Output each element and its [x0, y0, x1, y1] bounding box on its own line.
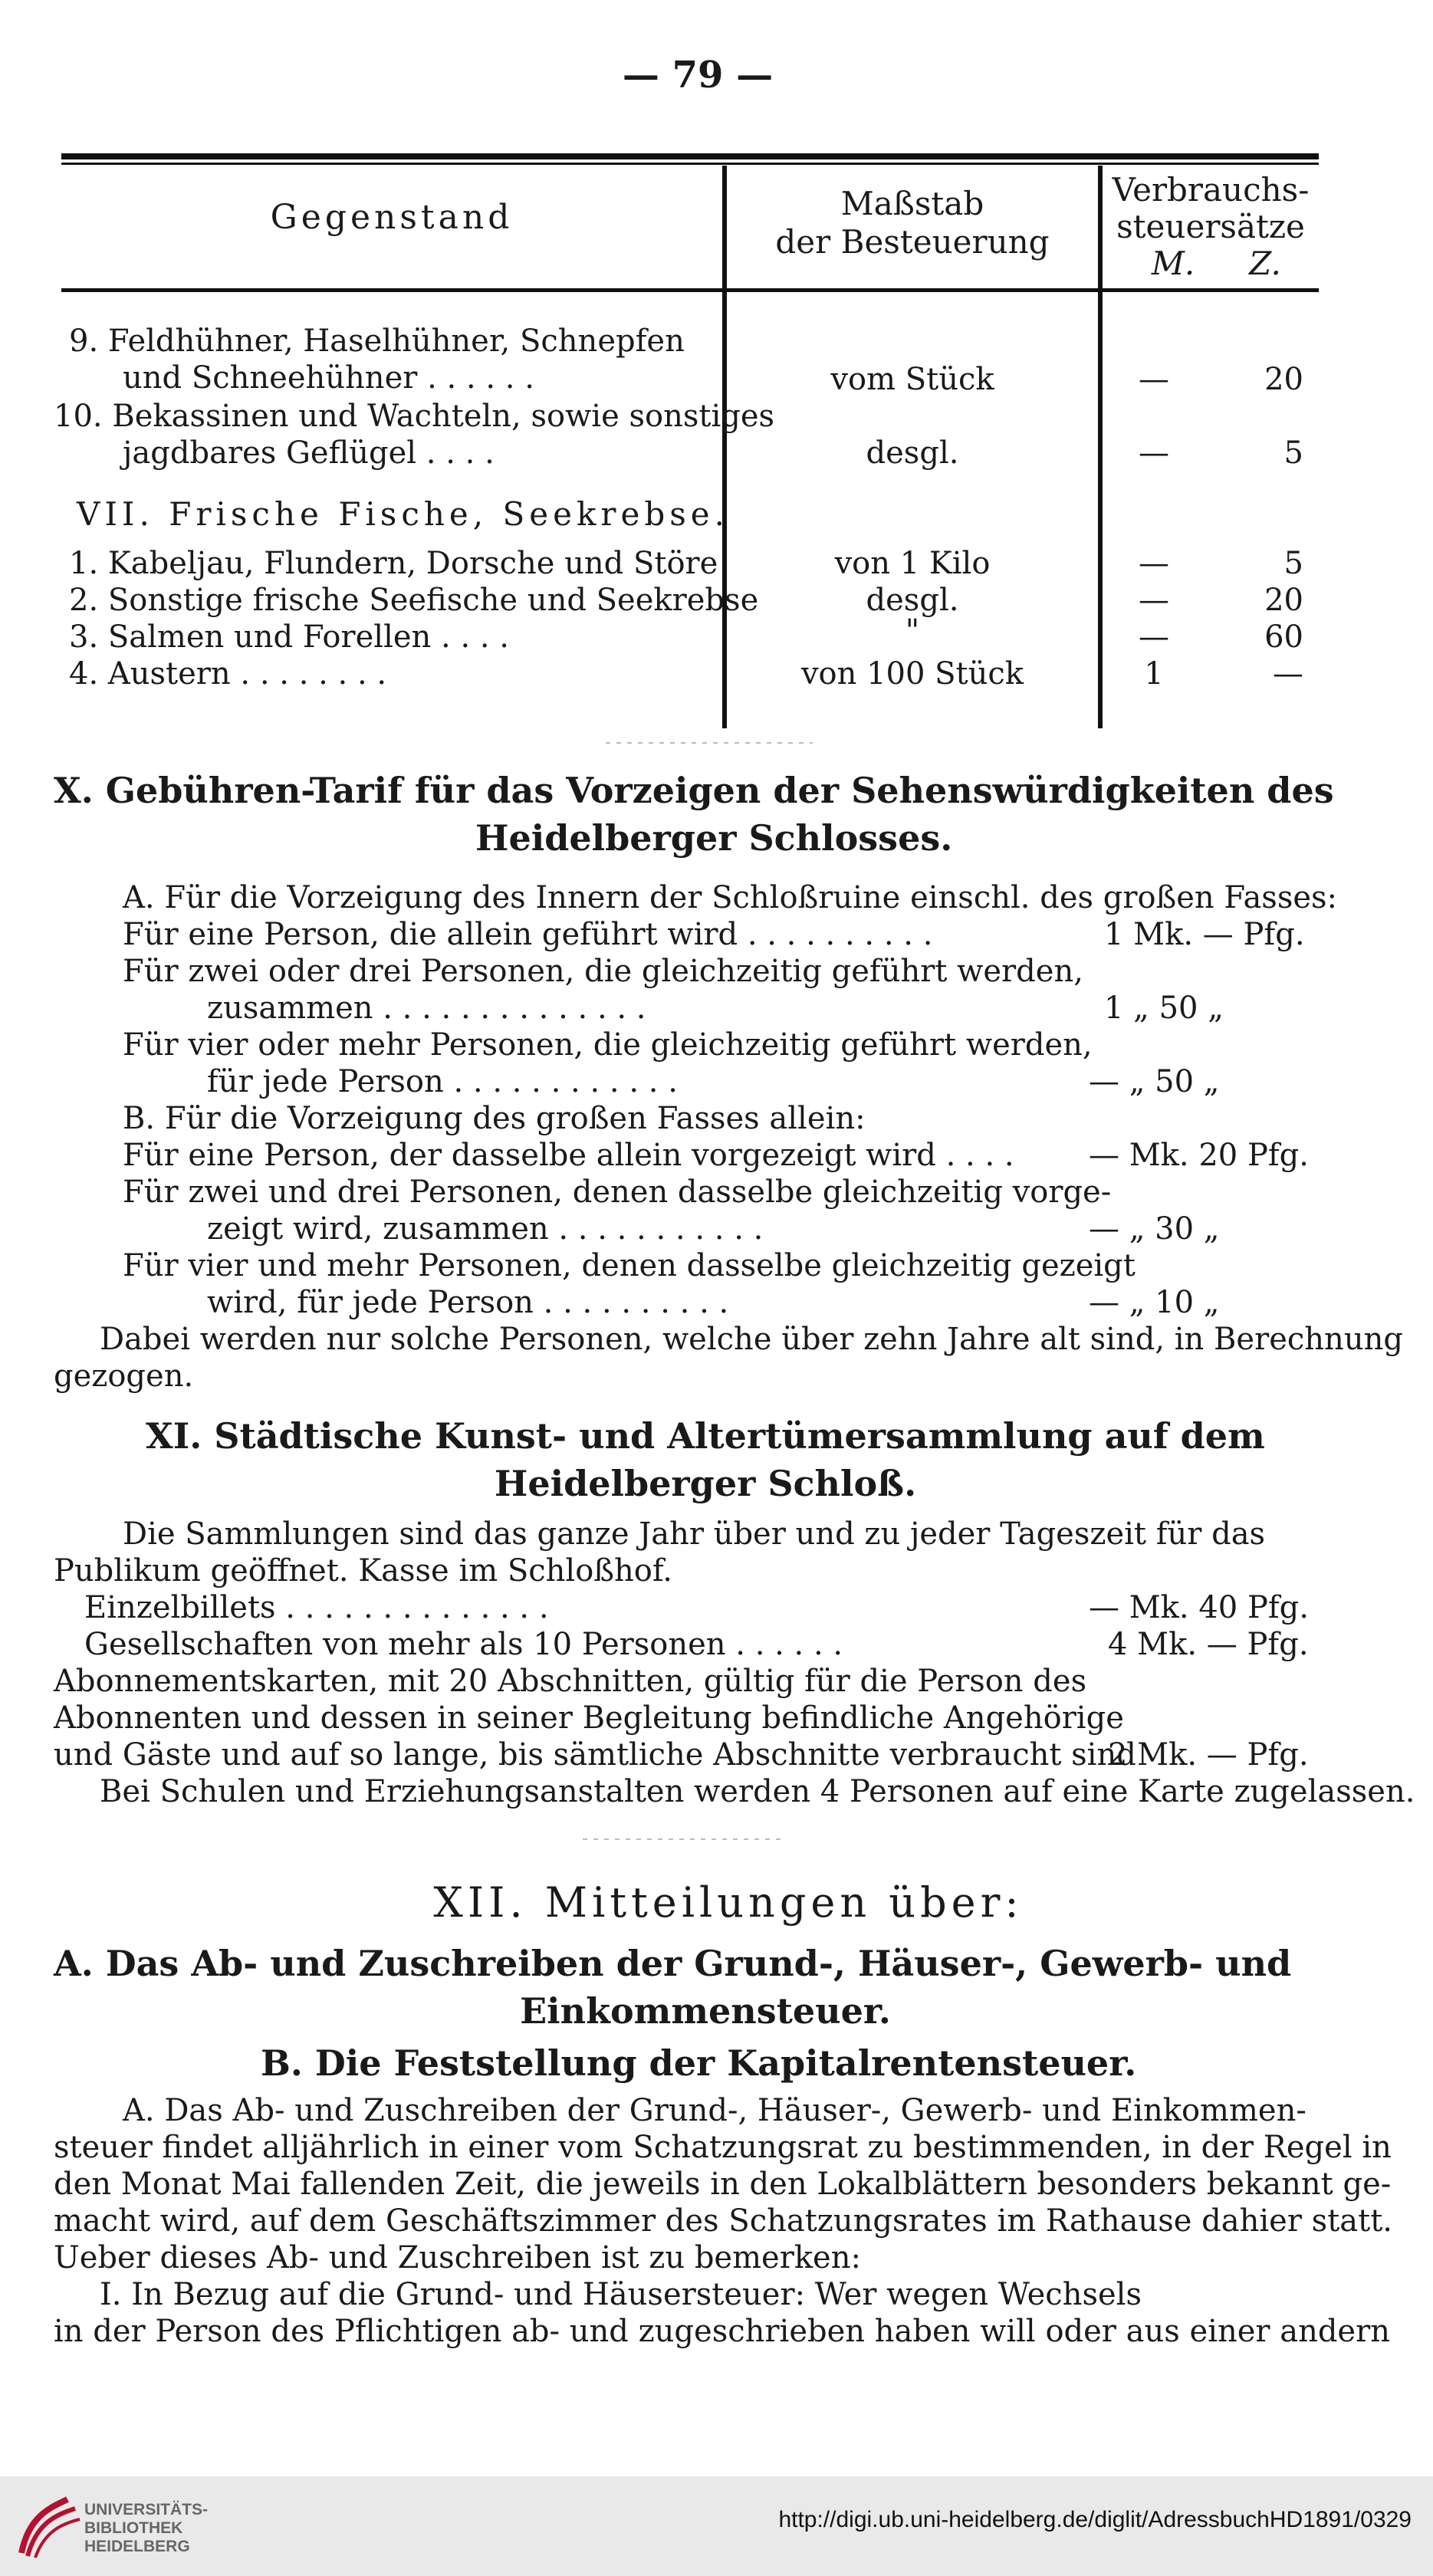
header-basis-line2: der Besteuerung: [775, 223, 1050, 261]
section-x-a3-line1: Für vier oder mehr Personen, die gleichzeitig geführt werden,: [123, 1027, 1093, 1063]
section-xi-school-note: Bei Schulen und Erziehungsanstalten werden 4 Personen auf eine Karte zugelassen.: [100, 1774, 1415, 1809]
section-xi-groups: Gesellschaften von mehr als 10 Personen . . . . . .: [84, 1627, 843, 1662]
table-divider-2: [1098, 166, 1103, 728]
fish-row-2-pf: 20: [1264, 583, 1303, 618]
table-top-rule: [61, 153, 1319, 159]
subsection-vii: VII. Frische Fische, Seekrebse.: [77, 495, 729, 533]
page-number: — 79 —: [622, 54, 774, 97]
section-x-a2-price: 1 „ 50 „: [1104, 991, 1224, 1026]
header-rates-line1: Verbrauchs-: [1112, 171, 1310, 209]
section-x-title-line1: X. Gebühren-Tarif für das Vorzeigen der Sehenswürdigkeiten des: [54, 770, 1334, 811]
section-x-a3-price: — „ 50 „: [1089, 1064, 1220, 1099]
row-9-line1: 9. Feldhühner, Haselhühner, Schnepfen: [69, 324, 685, 359]
section-xii-para-line3: den Monat Mai fallenden Zeit, die jeweils in den Lokalblättern besonders bekannt ge-: [54, 2167, 1392, 2202]
header-pf: Z.: [1249, 245, 1281, 282]
source-url-link[interactable]: http://digi.ub.uni-heidelberg.de/diglit/AdressbuchHD1891/0329: [778, 2507, 1412, 2532]
section-x-b3-line1: Für vier und mehr Personen, denen dasselbe gleichzeitig gezeigt: [123, 1248, 1136, 1283]
section-xi-abonnement-line2: Abonnenten und dessen in seiner Begleitung befindliche Angehörige: [54, 1700, 1124, 1736]
row-10-basis: desgl.: [866, 435, 959, 471]
row-9-mark: —: [1139, 362, 1169, 397]
fish-row-2: 2. Sonstige frische Seefische und Seekrebse: [69, 583, 759, 618]
row-9-line2: und Schneehühner . . . . . .: [123, 360, 534, 396]
section-xi-abonnement-line1: Abonnementskarten, mit 20 Abschnitten, gültig für die Person des: [54, 1664, 1087, 1699]
section-xii-para-line4: macht wird, auf dem Geschäftszimmer des Schatzungsrates im Rathause dahier statt.: [54, 2203, 1392, 2239]
header-basis-line1: Maßstab: [840, 185, 984, 222]
section-xii-a-line2: Einkommensteuer.: [520, 1990, 891, 2032]
section-x-b2-line1: Für zwei und drei Personen, denen dasselbe gleichzeitig vorge-: [123, 1175, 1112, 1210]
row-10-mark: —: [1139, 435, 1169, 471]
row-9-basis: vom Stück: [830, 362, 994, 397]
section-x-b2-price: — „ 30 „: [1089, 1211, 1220, 1247]
section-xii-b-title: B. Die Feststellung der Kapitalrentensteuer.: [261, 2042, 1137, 2084]
fish-row-3-pf: 60: [1264, 619, 1303, 655]
section-separator: [606, 742, 813, 744]
fish-row-4-mark: 1: [1144, 656, 1164, 692]
fish-row-4-pf: —: [1273, 656, 1303, 692]
section-separator-2: [583, 1838, 782, 1840]
header-item: Gegenstand: [270, 198, 514, 237]
row-10-line1: 10. Bekassinen und Wachteln, sowie sonstiges: [54, 399, 775, 434]
fish-row-2-basis: desgl.: [866, 583, 959, 618]
section-x-a2-line1: Für zwei oder drei Personen, die gleichzeitig geführt werden,: [123, 954, 1083, 989]
section-x-b3-price: — „ 10 „: [1089, 1285, 1220, 1320]
section-xii-para-line6: I. In Bezug auf die Grund- und Häusersteuer: Wer wegen Wechsels: [100, 2277, 1142, 2312]
fish-row-3: 3. Salmen und Forellen . . . .: [69, 619, 510, 655]
section-x-b2-line2: zeigt wird, zusammen . . . . . . . . . . .: [207, 1211, 764, 1247]
section-xi-single-tickets-price: — Mk. 40 Pfg.: [1089, 1590, 1309, 1625]
section-xii-para-line2: steuer findet alljährlich in einer vom Schatzungsrat zu bestimmenden, in der Regel in: [54, 2130, 1392, 2165]
section-x-a1-price: 1 Mk. — Pfg.: [1104, 917, 1305, 952]
section-x-note-line2: gezogen.: [54, 1359, 194, 1394]
section-xii-para-line5: Ueber dieses Ab- und Zuschreiben ist zu bemerken:: [54, 2240, 861, 2275]
section-x-b1-price: — Mk. 20 Pfg.: [1089, 1138, 1309, 1173]
section-xi-p1-line1: Die Sammlungen sind das ganze Jahr über und zu jeder Tageszeit für das: [123, 1516, 1266, 1552]
library-name-line2: BIBLIOTHEK: [84, 2519, 183, 2537]
library-name-line1: UNIVERSITÄTS-: [84, 2501, 209, 2518]
fish-row-3-basis: ": [905, 613, 920, 649]
row-10-pf: 5: [1283, 435, 1303, 471]
section-xii-para-line1: A. Das Ab- und Zuschreiben der Grund-, Häuser-, Gewerb- und Einkommen-: [123, 2093, 1306, 2128]
section-x-b1: Für eine Person, der dasselbe allein vorgezeigt wird . . . .: [123, 1138, 1014, 1173]
section-x-a3-line2: für jede Person . . . . . . . . . . . .: [207, 1064, 678, 1099]
section-xi-single-tickets: Einzelbillets . . . . . . . . . . . . . .: [84, 1590, 549, 1625]
section-xii-title: XII. Mitteilungen über:: [433, 1878, 1024, 1927]
library-name: [84, 2501, 208, 2556]
section-xi-abonnement-line3: und Gäste und auf so lange, bis sämtliche Abschnitte verbraucht sind: [54, 1737, 1136, 1773]
section-x-b-intro: B. Für die Vorzeigung des großen Fasses allein:: [123, 1101, 866, 1136]
section-xi-title-line1: XI. Städtische Kunst- und Altertümersammlung auf dem: [146, 1415, 1265, 1457]
fish-row-2-mark: —: [1139, 583, 1169, 618]
section-x-b3-line2: wird, für jede Person . . . . . . . . . .: [207, 1285, 729, 1320]
section-xi-abonnement-price: 2 Mk. — Pfg.: [1108, 1737, 1309, 1773]
section-xi-title-line2: Heidelberger Schloß.: [494, 1463, 917, 1504]
row-10-line2: jagdbares Geflügel . . . .: [123, 435, 495, 471]
section-xi-groups-price: 4 Mk. — Pfg.: [1108, 1627, 1309, 1662]
section-x-title-line2: Heidelberger Schlosses.: [475, 817, 953, 859]
library-name-line3: HEIDELBERG: [84, 2538, 190, 2555]
fish-row-1-basis: von 1 Kilo: [834, 546, 991, 581]
section-x-a2-line2: zusammen . . . . . . . . . . . . . .: [207, 991, 646, 1026]
row-9-pf: 20: [1264, 362, 1303, 397]
fish-row-3-mark: —: [1139, 619, 1169, 655]
header-mark: M.: [1151, 245, 1195, 282]
header-rates-line2: steuersätze: [1116, 208, 1305, 245]
table-top-rule-thin: [61, 163, 1319, 165]
fish-row-1: 1. Kabeljau, Flundern, Dorsche und Störe: [69, 546, 718, 581]
fish-row-4-basis: von 100 Stück: [800, 656, 1024, 692]
section-x-note-line1: Dabei werden nur solche Personen, welche über zehn Jahre alt sind, in Berechnung: [100, 1322, 1403, 1357]
fish-row-1-pf: 5: [1283, 546, 1303, 581]
library-logo-icon: [14, 2492, 83, 2561]
table-header-rule: [61, 288, 1319, 292]
fish-row-4: 4. Austern . . . . . . . .: [69, 656, 387, 692]
section-xii-para-line7: in der Person des Pflichtigen ab- und zugeschrieben haben will oder aus einer andern: [54, 2314, 1390, 2349]
fish-row-1-mark: —: [1139, 546, 1169, 581]
section-x-a1: Für eine Person, die allein geführt wird . . . . . . . . . .: [123, 917, 933, 952]
section-x-a-intro: A. Für die Vorzeigung des Innern der Schloßruine einschl. des großen Fasses:: [123, 880, 1338, 915]
section-xii-a-line1: A. Das Ab- und Zuschreiben der Grund-, Häuser-, Gewerb- und: [54, 1943, 1292, 1984]
section-xi-p1-line2: Publikum geöffnet. Kasse im Schloßhof.: [54, 1553, 672, 1589]
